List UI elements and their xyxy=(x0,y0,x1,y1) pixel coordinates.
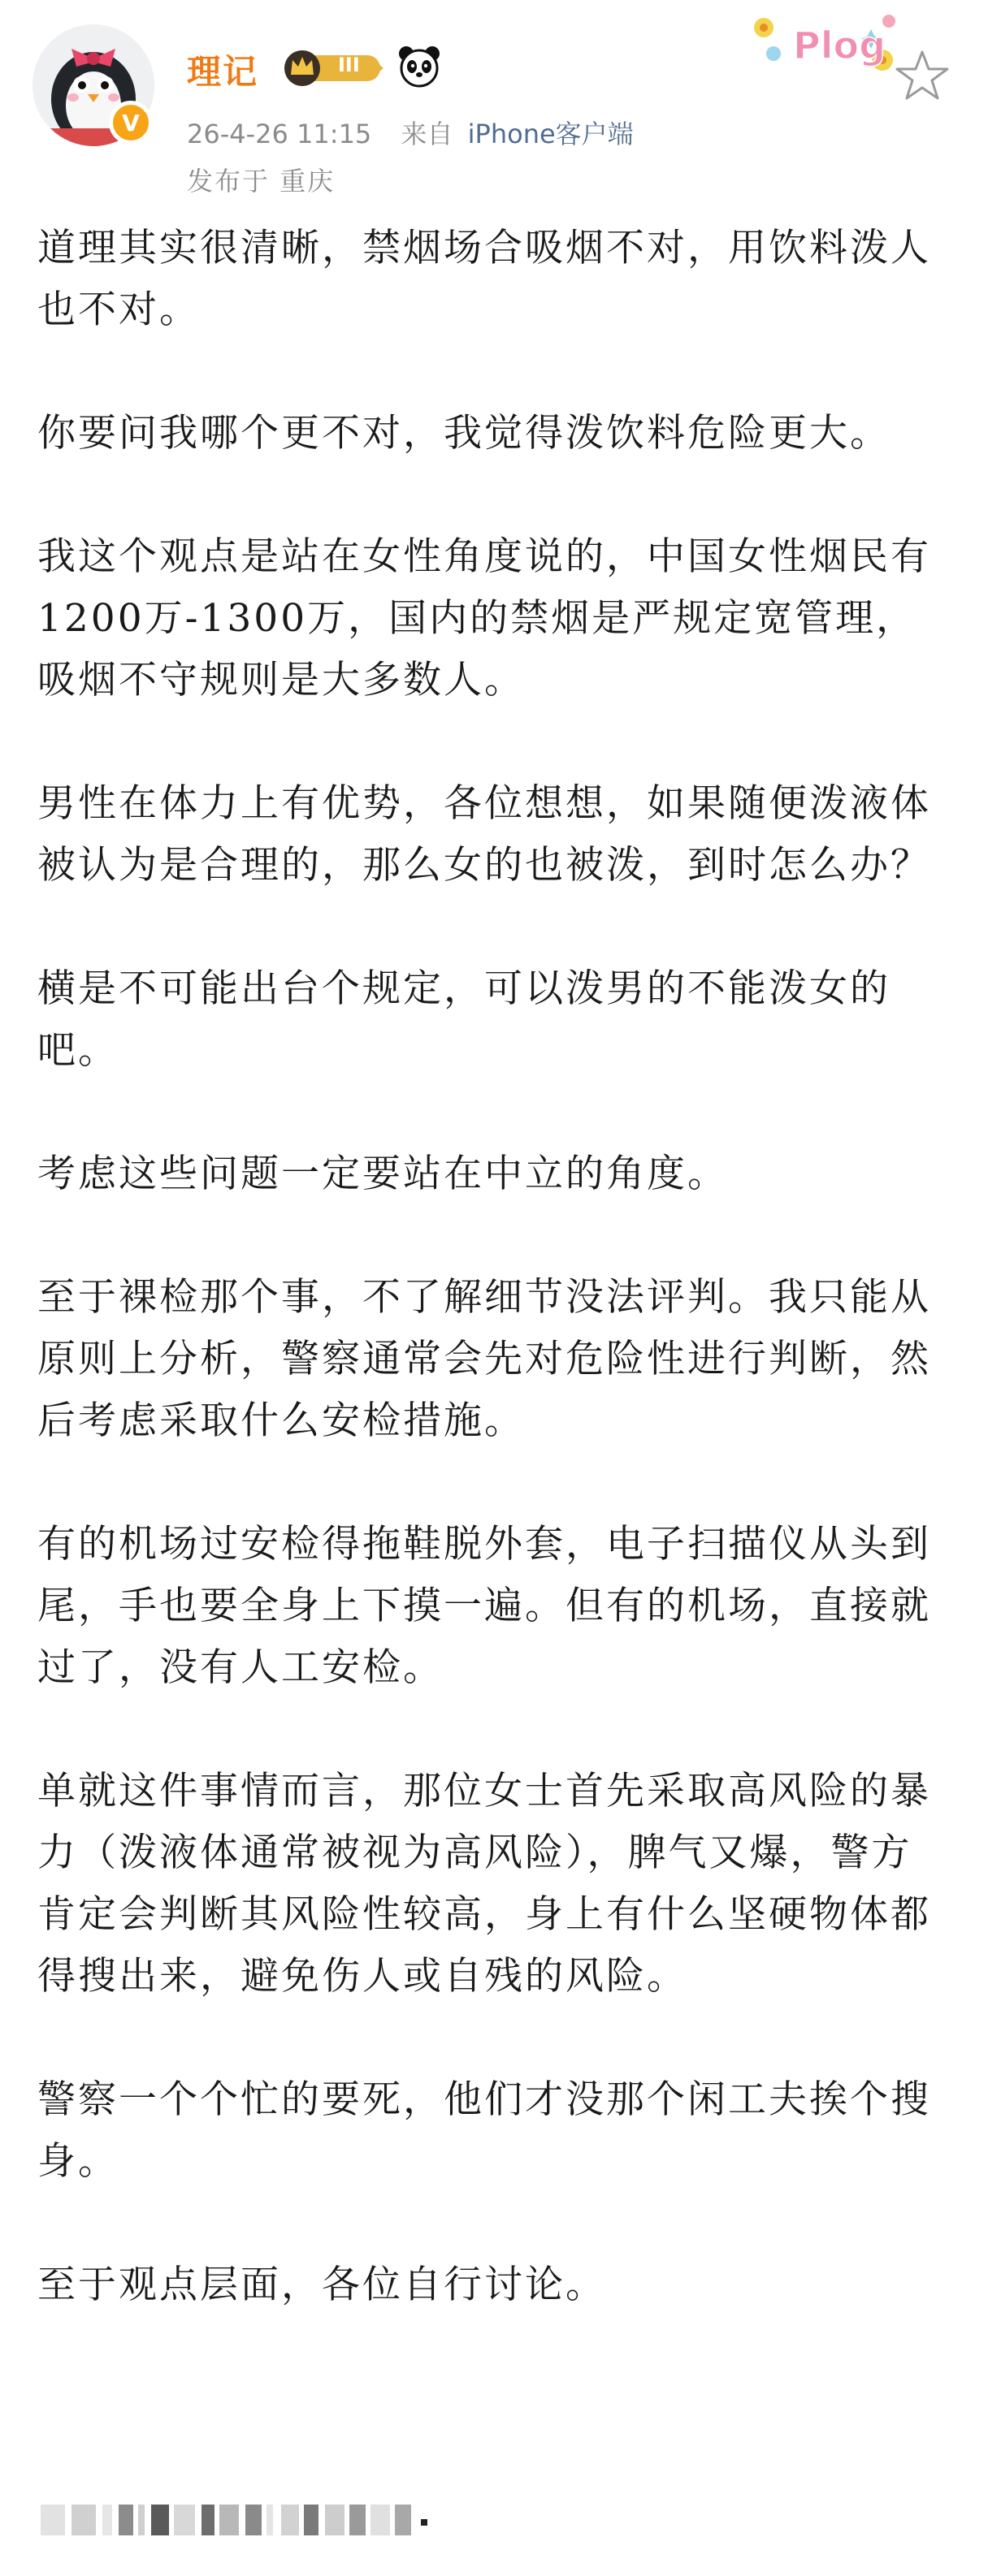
post-paragraph: 男性在体力上有优势，各位想想，如果随便泼液体被认为是合理的，那么女的也被泼，到时怎么办？ xyxy=(37,781,931,888)
post-paragraph: 我这个观点是站在女性角度说的，中国女性烟民有1200万-1300万，国内的禁烟是严规定宽管理，吸烟不守规则是大多数人。 xyxy=(37,534,931,702)
post-paragraph: 至于裸检那个事，不了解细节没法评判。我只能从原则上分析，警察通常会先对危险性进行判断，然后考虑采取什么安检措施。 xyxy=(37,1275,931,1443)
post-paragraph: 你要问我哪个更不对，我觉得泼饮料危险更大。 xyxy=(37,411,890,456)
sticker-text: Plog xyxy=(793,24,886,67)
username[interactable]: 理记 xyxy=(187,52,259,92)
post-meta xyxy=(187,114,634,151)
verified-icon: V xyxy=(109,101,153,145)
device-link[interactable]: iPhone客户端 xyxy=(467,119,634,149)
post-paragraph: 道理其实很清晰，禁烟场合吸烟不对，用饮料泼人也不对。 xyxy=(37,226,931,332)
star-icon[interactable] xyxy=(894,47,951,104)
post-paragraph: 考虑这些问题一定要站在中立的角度。 xyxy=(37,1152,728,1196)
panda-icon xyxy=(396,44,442,89)
post-body xyxy=(37,218,947,2378)
source-label: 来自 xyxy=(401,119,453,149)
post-paragraph: 警察一个个忙的要死，他们才没那个闲工夫挨个搜身。 xyxy=(37,2077,931,2184)
post-paragraph: 横是不可能出台个规定，可以泼男的不能泼女的吧。 xyxy=(37,966,890,1073)
location: 发布于 重庆 xyxy=(187,166,336,197)
redacted-text-bar xyxy=(24,2501,447,2539)
timestamp: 26-4-26 11:15 xyxy=(187,119,372,149)
post-paragraph: 有的机场过安检得拖鞋脱外套，电子扫描仪从头到尾，手也要全身上下摸一遍。但有的机场，直接就过了，没有人工安检。 xyxy=(37,1522,931,1690)
post-header xyxy=(0,0,988,219)
post-paragraph: 至于观点层面，各位自行讨论。 xyxy=(37,2263,606,2307)
post-paragraph: 单就这件事情而言，那位女士首先采取高风险的暴力（泼液体通常被视为高风险），脾气又爆，警方肯定会判断其风险性较高，身上有什么坚硬物体都得搜出来，避免伤人或自残的风险。 xyxy=(37,1769,931,1999)
vip-crown-badge-icon[interactable] xyxy=(283,47,387,88)
vip-level-label: III xyxy=(338,54,360,76)
plog-sticker-icon xyxy=(746,3,908,84)
